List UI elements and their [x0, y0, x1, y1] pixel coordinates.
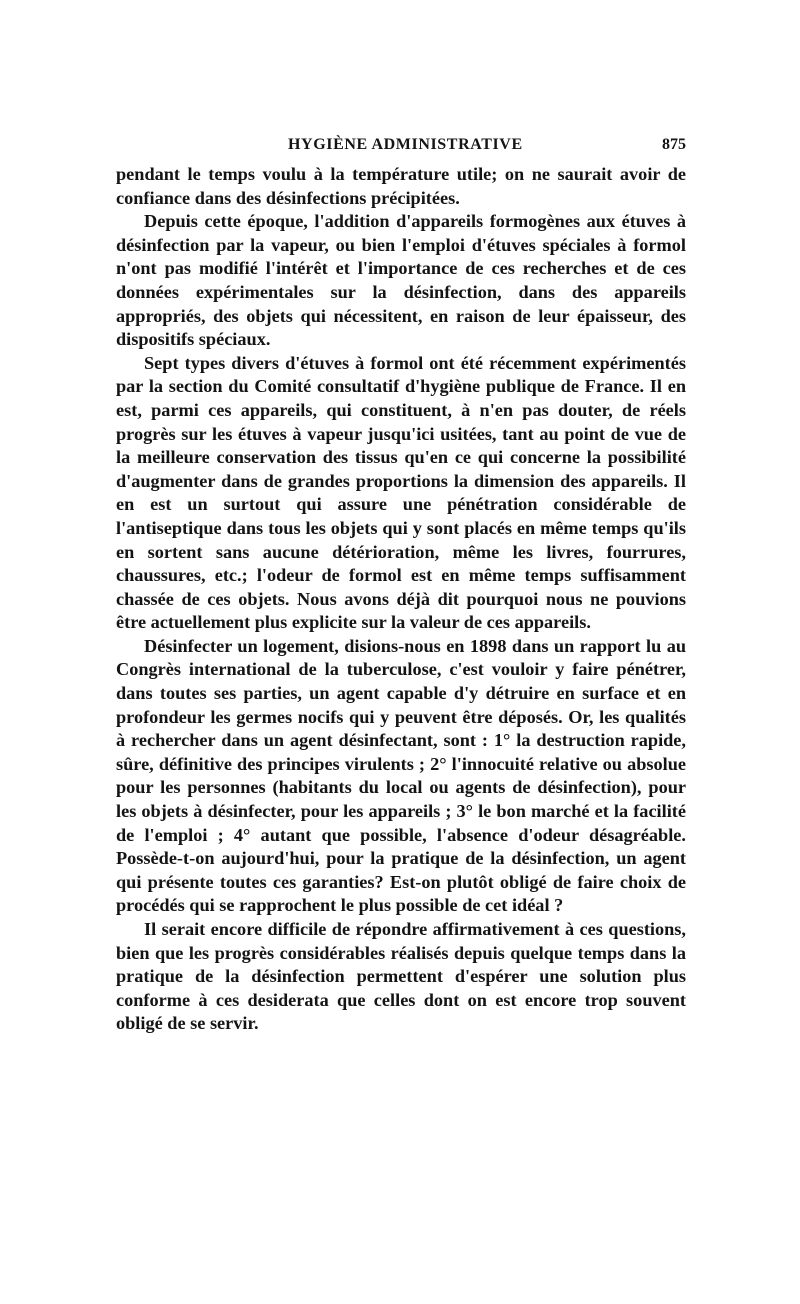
- paragraph-formol-appliances: Depuis cette époque, l'addition d'appareils formogènes aux étuves à désinfection par la vapeur, ou bien l'emploi d'étuves spéciales à formol n'ont pas modifié l'intérêt et l'importance de ces recherches et de ces données expérimentales sur la désinfection, dans des appareils appropriés, des objets qui nécessitent, en raison de leur épaisseur, des dispositifs spéciaux.: [116, 211, 686, 350]
- page-number: 875: [662, 136, 686, 153]
- paragraph-formol-stoves-tested: Sept types divers d'étuves à formol ont été récemment expérimentés par la section du Comité consultatif d'hygiène publique de France. Il en est, parmi ces appareils, qui constituent, à n'en pas douter, de réels progrès sur les étuves à vapeur jusqu'ici usitées, tant au point de vue de la meilleure conservation des tissus qu'en ce qui concerne la possibilité d'augmenter dans de grandes proportions la dimension des appareils. Il en est un surtout qui assure une pénétration considérable de l'antiseptique dans tous les objets qui y sont placés en même temps qu'ils en sortent sans aucune détérioration, même les livres, fourrures, chaussures, etc.; l'odeur de formol est en même temps suffisamment chassée de ces objets. Nous avons déjà dit pourquoi nous ne pouvions être actuellement plus explicite sur la valeur de ces appareils.: [116, 352, 686, 633]
- paragraph-continuation: pendant le temps voulu à la température utile; on ne saurait avoir de confiance dans des désinfections précipitées.: [116, 164, 686, 208]
- body-text: [116, 163, 686, 1036]
- running-title: HYGIÈNE ADMINISTRATIVE: [288, 136, 523, 153]
- page-header: [116, 136, 686, 160]
- paragraph-conclusion: Il serait encore difficile de répondre affirmativement à ces questions, bien que les progrès considérables réalisés depuis quelque temps dans la pratique de la désinfection permettent d'espérer une solution plus conforme à ces desiderata que celles dont on est encore trop souvent obligé de se servir.: [116, 919, 686, 1034]
- paragraph-disinfection-qualities: Désinfecter un logement, disions-nous en 1898 dans un rapport lu au Congrès international de la tuberculose, c'est vouloir y faire pénétrer, dans toutes ses parties, un agent capable d'y détruire en surface et en profondeur les germes nocifs qui y peuvent être déposés. Or, les qualités à rechercher dans un agent désinfectant, sont : 1° la destruction rapide, sûre, définitive des principes virulents ; 2° l'innocuité relative ou absolue pour les personnes (habitants du local ou agents de désinfection), pour les objets à désinfecter, pour les appareils ; 3° le bon marché et la facilité de l'emploi ; 4° autant que possible, l'absence d'odeur désagréable. Possède-t-on aujourd'hui, pour la pratique de la désinfection, un agent qui présente toutes ces garanties? Est-on plutôt obligé de faire choix de procédés qui se rapprochent le plus possible de cet idéal ?: [116, 635, 686, 916]
